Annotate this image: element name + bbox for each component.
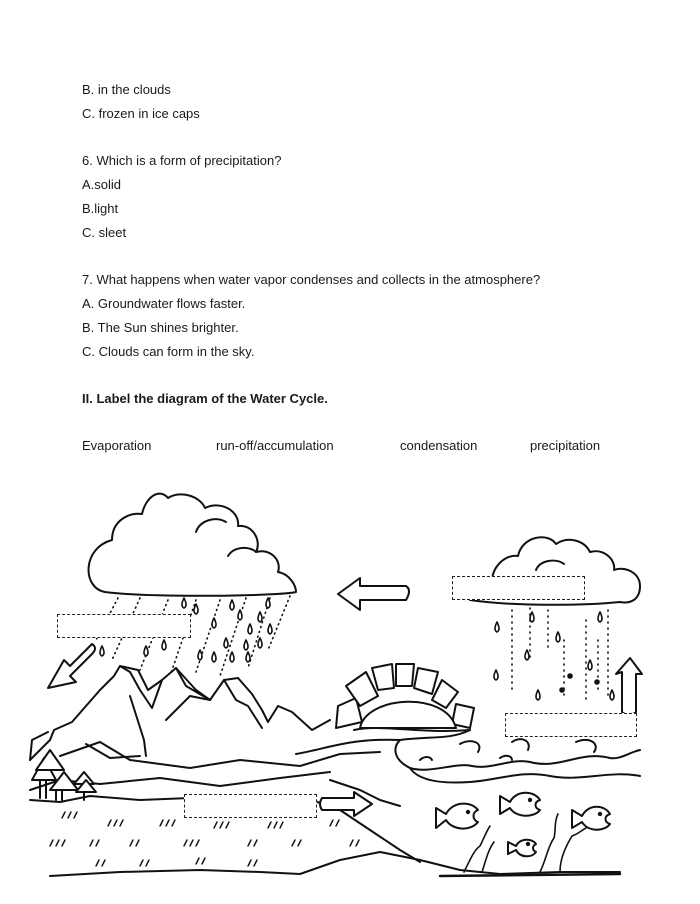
word-bank-runoff: run-off/accumulation (216, 438, 334, 453)
rain-cloud-icon (89, 494, 296, 596)
water-cycle-diagram (0, 470, 700, 904)
raindrops-right-icon (494, 608, 614, 700)
q5-option-b: B. in the clouds (82, 82, 171, 97)
section-heading: II. Label the diagram of the Water Cycle. (82, 391, 328, 406)
label-box-left-cloud[interactable] (57, 614, 191, 638)
arrow-right-icon (320, 792, 372, 816)
label-box-ground[interactable] (184, 794, 317, 818)
fish-icon (436, 793, 610, 857)
q6-prompt: 6. Which is a form of precipitation? (82, 153, 282, 168)
arrow-down-left-icon (48, 644, 95, 688)
q6-option-a: A.solid (82, 177, 122, 192)
arrow-up-icon (616, 658, 642, 715)
q6-option-b: B.light (82, 201, 119, 216)
grass-icon (50, 812, 359, 866)
word-bank-evaporation: Evaporation (82, 438, 152, 453)
q7-option-b: B. The Sun shines brighter. (82, 320, 239, 335)
word-bank-precipitation: precipitation (530, 438, 601, 453)
sun-icon (336, 664, 474, 731)
q5-option-c: C. frozen in ice caps (82, 106, 200, 121)
seabed-icon (440, 874, 620, 876)
q7-option-a: A. Groundwater flows faster. (82, 296, 246, 311)
word-bank-condensation: condensation (400, 438, 478, 453)
q7-option-c: C. Clouds can form in the sky. (82, 344, 255, 359)
q6-option-c: C. sleet (82, 225, 127, 240)
label-box-ocean[interactable] (505, 713, 637, 737)
q7-prompt: 7. What happens when water vapor condenses and collects in the atmosphere? (82, 272, 541, 287)
arrow-left-icon (338, 578, 409, 610)
ocean-waves-icon (296, 730, 640, 782)
label-box-right-cloud[interactable] (452, 576, 585, 600)
mountains-icon (30, 666, 380, 790)
